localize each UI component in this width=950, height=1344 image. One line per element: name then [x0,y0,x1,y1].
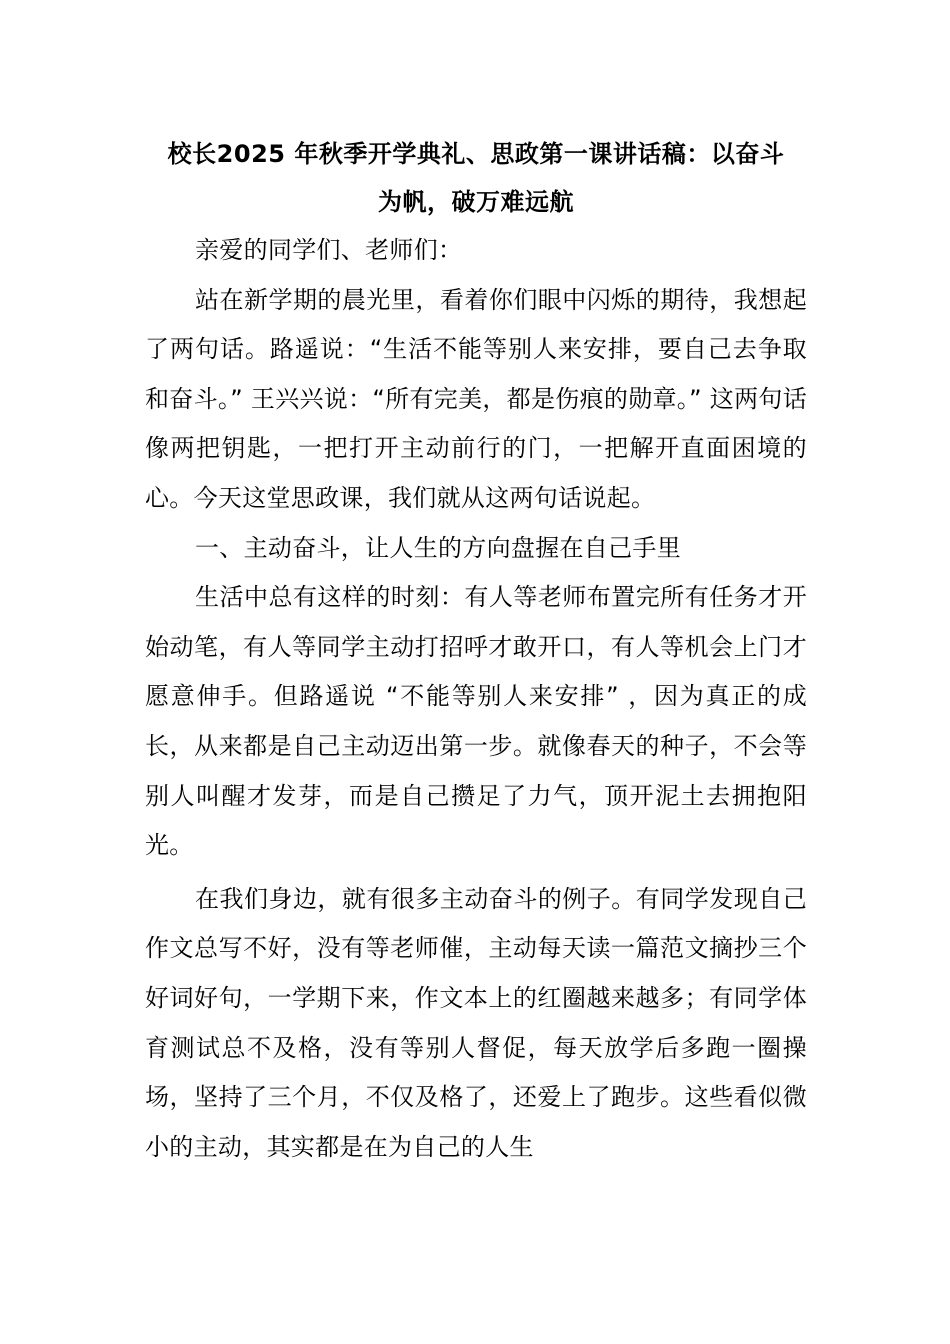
title-line-2: 为帆，破万难远航 [378,188,574,216]
section-heading-1: 一、主动奋斗，让人生的方向盘握在自己手里 [195,533,681,562]
title-line-1: 校长2025 年秋季开学典礼、思政第一课讲话稿：以奋斗 [167,140,785,168]
intro-paragraph: 站在新学期的晨光里，看着你们眼中闪烁的期待，我想起了两句话。路遥说：“生活不能等别人来安排，要自己去争取和奋斗。” 王兴兴说：“所有完美，都是伤痕的勋章。” 这两句话像两把钥匙，一把打开主动前行的门，一把解开直面困境的心。今天这堂思政课，我们就从这两句话说起。 [145,285,807,512]
greeting-paragraph: 亲爱的同学们、老师们： [195,236,463,264]
document-page [145,130,807,1172]
body-paragraph-2: 在我们身边，就有很多主动奋斗的例子。有同学发现自己作文总写不好，没有等老师催，主动每天读一篇范文摘抄三个好词好句，一学期下来，作文本上的红圈越来越多；有同学体育测试总不及格，没有等别人督促，每天放学后多跑一圈操场，坚持了三个月，不仅及格了，还爱上了跑步。这些看似微小的主动，其实都是在为自己的人生 [145,884,807,1161]
document-title [145,130,807,226]
body-paragraph-1: 生活中总有这样的时刻：有人等老师布置完所有任务才开始动笔，有人等同学主动打招呼才敢开口，有人等机会上门才愿意伸手。但路遥说 “不能等别人来安排” ，因为真正的成长，从来都是自己主动迈出第一步。就像春天的种子，不会等别人叫醒才发芽，而是自己攒足了力气，顶开泥土去拥抱阳光。 [145,583,807,860]
